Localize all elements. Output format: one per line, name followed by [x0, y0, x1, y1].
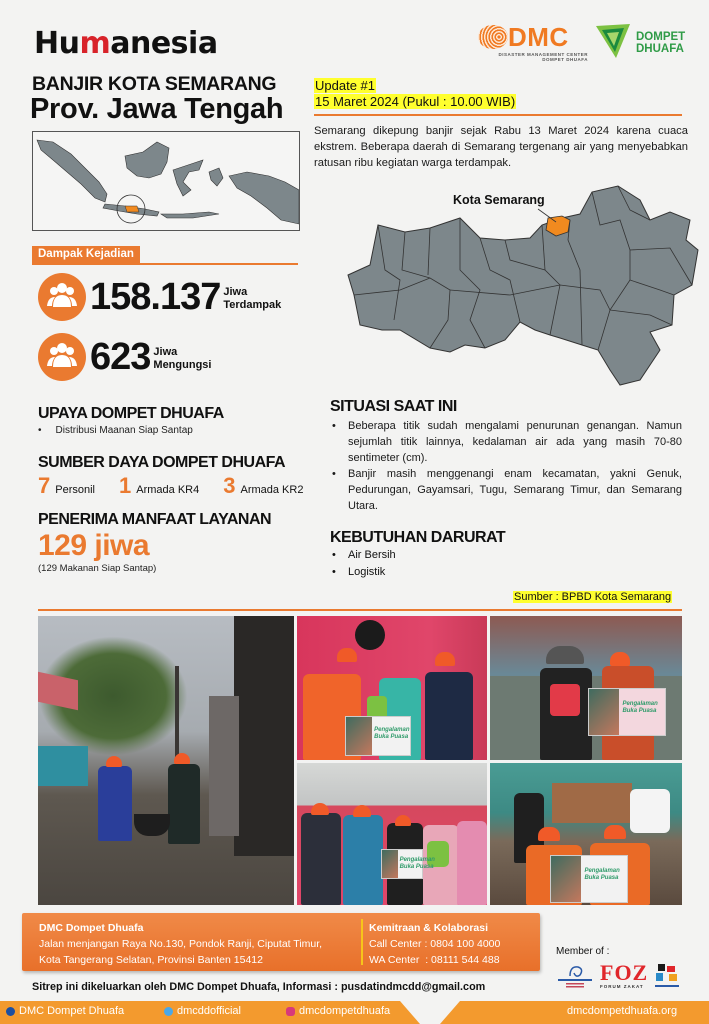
bullet: •	[38, 425, 42, 436]
logo-text-suffix: anesia	[110, 26, 218, 61]
label-pointer	[538, 209, 556, 222]
wa-center: WA Center : 08111 544 488	[369, 954, 500, 966]
penerima-note: (129 Makanan Siap Santap)	[38, 563, 157, 574]
twitter-link[interactable]	[164, 1005, 241, 1017]
nusa-tenggara-shape	[161, 212, 219, 218]
dampak-header: Dampak Kejadian	[32, 246, 140, 264]
dmc-logo-subtitle	[476, 52, 588, 62]
resource-count: 7	[38, 473, 51, 498]
dmc-logo-text: DMC	[508, 22, 569, 52]
dmc-globe-icon	[478, 25, 508, 49]
resource-count: 1	[119, 473, 132, 498]
address-line2: Kota Tangerang Selatan, Provinsi Banten 15412	[39, 954, 263, 966]
update-label: Update #1	[315, 78, 375, 93]
page-title-line2: Prov. Jawa Tengah	[30, 93, 284, 125]
facebook-icon	[6, 1007, 15, 1016]
member-of-label: Member of :	[556, 946, 610, 957]
people-group-icon	[38, 333, 86, 381]
dmc-subtitle-line1: DISASTER MANAGEMENT CENTER	[498, 52, 588, 57]
displaced-label-line1: Jiwa	[153, 346, 178, 358]
kalimantan-shape	[125, 142, 169, 178]
foz-subtitle: FORUM ZAKAT	[600, 984, 644, 989]
photos-divider	[38, 609, 682, 611]
stat-affected	[38, 273, 281, 321]
dompet-dhuafa-mark-icon	[594, 22, 632, 60]
instagram-link[interactable]	[286, 1005, 390, 1017]
southeast-asia-logo	[652, 962, 682, 992]
resource-label: Armada KR4	[136, 484, 200, 496]
call-center: Call Center : 0804 100 4000	[369, 938, 501, 950]
foz-logo	[600, 960, 649, 992]
address-line1: Jalan menjangan Raya No.130, Pondok Ranji, Ciputat Timur,	[39, 938, 323, 950]
indonesia-map-svg	[33, 132, 300, 231]
situasi-title: SITUASI SAAT INI	[330, 398, 457, 415]
photo-home-distribution: Pengalaman Buka Puasa	[490, 763, 682, 905]
dmc-logo	[476, 22, 588, 62]
contact-divider	[361, 919, 363, 965]
kebutuhan-list	[330, 547, 396, 581]
partnership-contact	[369, 920, 500, 968]
displaced-label	[153, 346, 211, 372]
header-divider	[314, 114, 682, 116]
affected-label	[223, 286, 281, 312]
photo-volunteers-group: Pengalaman Buka Puasa	[297, 763, 487, 905]
central-java-map	[330, 180, 700, 390]
papua-shape	[229, 172, 299, 224]
photo-flood-street	[38, 616, 294, 905]
sitrep-note: Sitrep ini dikeluarkan oleh DMC Dompet Dhuafa, Informasi : pusdatindmcdd@gmail.com	[32, 981, 486, 993]
affected-count: 158.137	[90, 276, 221, 318]
twitter-label: dmcddofficial	[177, 1005, 241, 1017]
website-link[interactable]	[567, 1005, 677, 1017]
affected-label-line1: Jiwa	[223, 286, 248, 298]
dompet-dhuafa-logo-text	[636, 31, 685, 55]
dmc-subtitle-line2: DOMPET DHUAFA	[542, 57, 588, 62]
photo-distribution-2: Pengalaman Buka Puasa	[490, 616, 682, 760]
logo-text-prefix: Hu	[34, 26, 80, 61]
penerima-title: PENERIMA MANFAAT LAYANAN	[38, 511, 272, 528]
update-info	[314, 78, 516, 110]
indonesia-map	[32, 131, 300, 231]
instagram-icon	[286, 1007, 295, 1016]
facebook-link[interactable]	[6, 1005, 124, 1017]
hfi-logo	[556, 962, 594, 992]
page-title-line1: BANJIR KOTA SEMARANG	[32, 73, 277, 95]
org-contact	[39, 920, 322, 968]
partnership-title: Kemitraan & Kolaborasi	[369, 922, 489, 934]
affected-label-line2: Terdampak	[223, 299, 282, 311]
resource-label: Armada KR2	[240, 484, 304, 496]
kebutuhan-title: KEBUTUHAN DARURAT	[330, 529, 506, 546]
sumber-daya-title: SUMBER DAYA DOMPET DHUAFA	[38, 454, 286, 471]
org-name: DMC Dompet Dhuafa	[39, 922, 144, 934]
jawa-tengah-highlight	[125, 206, 139, 212]
instagram-label: dmcdompetdhuafa	[299, 1005, 391, 1017]
resources-list	[38, 473, 323, 499]
sulawesi-shape	[173, 160, 203, 196]
stat-displaced	[38, 333, 211, 381]
resource-label: Personil	[55, 484, 95, 496]
sumatra-shape	[37, 140, 107, 202]
update-date: 15 Maret 2024 (Pukul : 10.00 WIB)	[315, 94, 516, 109]
member-logos	[556, 962, 686, 992]
displaced-count: 623	[90, 336, 151, 378]
dd-line1: DOMPET	[636, 31, 686, 43]
central-java-map-svg	[330, 180, 700, 390]
upaya-list	[38, 425, 193, 436]
kebutuhan-item: • Air Bersih	[330, 547, 396, 564]
dd-line2: DHUAFA	[636, 43, 684, 55]
kota-semarang-label: Kota Semarang	[453, 193, 545, 207]
facebook-label: DMC Dompet Dhuafa	[19, 1005, 125, 1017]
upaya-title: UPAYA DOMPET DHUAFA	[38, 405, 224, 422]
displaced-label-line2: Mengungsi	[153, 359, 212, 371]
dompet-dhuafa-logo	[594, 22, 694, 62]
logo-text-highlight: m	[79, 26, 111, 61]
intro-text: Semarang dikepung banjir sejak Rabu 13 Maret 2024 karena cuaca ekstrem. Beberapa daerah di Semarang tergenang air yang menyebabkan ratusan ribu kegiatan warga terdampak.	[314, 125, 688, 169]
upaya-item: Distribusi Maanan Siap Santap	[55, 425, 193, 436]
humanesia-logo	[34, 26, 218, 61]
maluku-shape	[209, 168, 223, 186]
website-label: dmcdompetdhuafa.org	[567, 1005, 678, 1017]
photo-distribution-1: Pengalaman Buka Puasa	[297, 616, 487, 760]
twitter-icon	[164, 1007, 173, 1016]
dampak-divider	[32, 263, 298, 265]
situasi-item: • Banjir masih menggenangi enam kecamatan, yakni Genuk, Pedurungan, Gayamsari, Tugu, Semarang Timur, dan Semarang Utara.	[330, 466, 682, 514]
situasi-item: • Beberapa titik sudah mengalami penurunan genangan. Namun sejumlah titik lainnya, kedalaman air ada yang masih 70-80 sentimeter (cm).	[330, 418, 682, 466]
situasi-list	[330, 418, 682, 514]
contact-box	[22, 913, 540, 971]
foz-logo-text: FOZ	[600, 960, 649, 985]
source-note: Sumber : BPBD Kota Semarang	[514, 591, 672, 603]
penerima-value: 129 jiwa	[38, 529, 150, 562]
resource-count: 3	[223, 473, 236, 498]
people-group-icon	[38, 273, 86, 321]
kebutuhan-item: • Logistik	[330, 564, 396, 581]
